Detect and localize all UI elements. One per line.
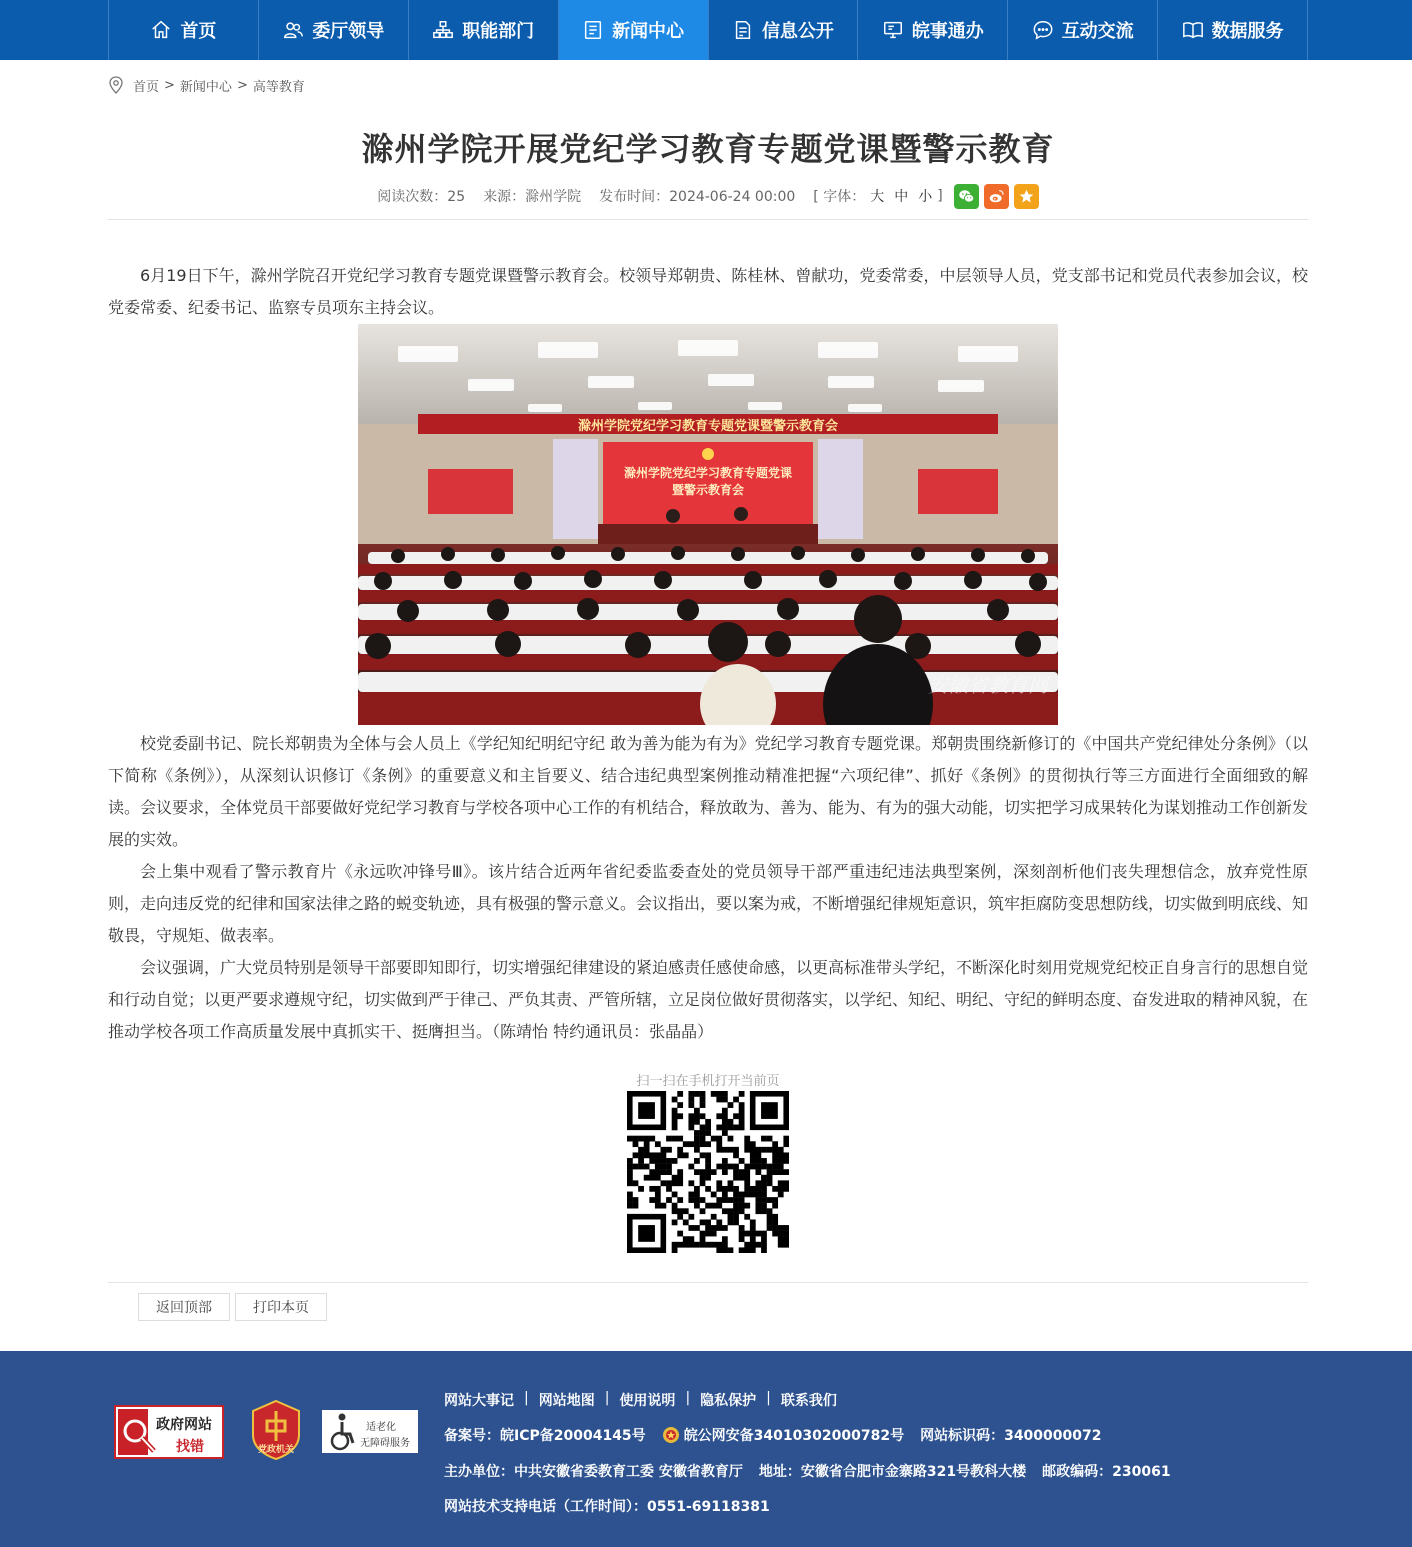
back-to-top-button[interactable]: 返回顶部	[138, 1293, 230, 1321]
address-text: 地址：安徽省合肥市金寨路321号教科大楼	[758, 1464, 1027, 1480]
footer-sponsor-line	[444, 1461, 1171, 1481]
photo-screen-line1: 滁州学院党纪学习教育专题党课	[623, 466, 793, 480]
publish-time	[599, 186, 795, 206]
font-size-medium[interactable]: 中	[894, 189, 909, 205]
nav-item-label: 首页	[180, 21, 217, 42]
qr-finder-pattern	[761, 1102, 778, 1119]
publish-time-value: 2024-06-24 00:00	[669, 189, 796, 205]
font-size-large[interactable]: 大	[870, 189, 885, 205]
publish-time-label: 发布时间：	[599, 189, 670, 205]
nav-item-label: 互动交流	[1061, 21, 1134, 42]
footer-phone-line	[444, 1496, 770, 1516]
leaders-icon	[282, 19, 304, 41]
footer-link-contact[interactable]: 联系我们	[780, 1393, 837, 1409]
nav-item-label: 委厅领导	[312, 21, 385, 42]
top-nav	[0, 0, 1412, 60]
photo-watermark: 安徽省教育网	[928, 673, 1048, 697]
news-icon	[582, 19, 604, 41]
article-paragraph-3: 会上集中观看了警示教育片《永远吹冲锋号Ⅲ》。该片结合近两年省纪委监委查处的党员领导干部严重违纪违法典型案例，深刻剖析他们丧失理想信念，放弃党性原则，走向违反党的纪律和国家法律之路的蜕变轨迹，具有极强的警示意义。会议指出，要以案为戒，不断增强纪律规矩意识，筑牢拒腐防变思想防线，切实做到明底线、知敬畏，守规矩、做表率。	[108, 862, 1309, 945]
location-pin-icon	[108, 76, 124, 94]
footer-record-line	[444, 1425, 1102, 1445]
gov-badge-line1: 政府网站	[156, 1417, 212, 1433]
article-paragraph-4: 会议强调，广大党员特别是领导干部要即知即行，切实增强纪律建设的紧迫感责任感使命感，以更高标准带头学纪，不断深化时刻用党规党纪校正自身言行的思想自觉和行动自觉；以更严要求遵规守纪，切实做到严于律己、严负其责、严管所辖，立足岗位做好贯彻落实，以学纪、知纪、明纪、守纪的鲜明态度、奋发进取的精神风貌，在推动学校各项工作高质量发展中真抓实干、挺膺担当。（陈靖怡 特约通讯员：张晶晶）	[108, 958, 1309, 1041]
breadcrumb-home-link[interactable]: 首页	[133, 79, 160, 95]
nav-item-label: 数据服务	[1211, 21, 1284, 42]
wechat-icon	[958, 188, 975, 205]
share-weibo-button[interactable]	[984, 184, 1009, 209]
article-meta	[108, 183, 1308, 209]
breadcrumb	[108, 76, 305, 94]
footer-links	[444, 1390, 837, 1410]
nav-item-disclosure[interactable]	[709, 0, 859, 60]
nav-item-data[interactable]	[1158, 0, 1308, 60]
breadcrumb-separator: >	[164, 77, 175, 93]
meeting-photo	[358, 324, 1058, 725]
nav-item-interaction[interactable]	[1008, 0, 1158, 60]
article-paragraph-2: 校党委副书记、院长郑朝贵为全体与会人员上《学纪知纪明纪守纪 敢为善为能为有为》党纪学习教育专题党课。郑朝贵围绕新修订的《中国共产党纪律处分条例》（以下简称《条例》），从深刻认识修订《条例》的重要意义和主旨要义、结合违纪典型案例推动精准把握“六项纪律”、抓好《条例》的贯彻执行等三方面进行全面细致的解读。会议要求，全体党员干部要做好党纪学习教育与学校各项中心工作的有机结合，释放敢为、善为、能为、有为的强大动能，切实把学习成果转化为谋划推动工作创新发展的实效。	[108, 734, 1309, 849]
nav-item-services[interactable]	[858, 0, 1008, 60]
book-icon	[1182, 19, 1204, 41]
footer-link-separator: |	[524, 1390, 529, 1406]
print-button[interactable]: 打印本页	[235, 1293, 327, 1321]
photo-banner-text: 滁州学院党纪学习教育专题党课暨警示教育会	[577, 419, 839, 434]
postcode-text: 邮政编码：230061	[1042, 1464, 1171, 1480]
footer-link-sitemap[interactable]: 网站地图	[538, 1393, 595, 1409]
accessibility-line1: 适老化	[366, 1422, 396, 1433]
nav-item-home[interactable]	[109, 0, 259, 60]
qr-finder-pattern	[638, 1102, 655, 1119]
police-badge-icon	[662, 1426, 680, 1444]
font-size-small[interactable]: 小	[918, 189, 933, 205]
gov-site-error-badge[interactable]	[114, 1405, 224, 1459]
party-gov-badge[interactable]	[250, 1399, 302, 1461]
footer-divider	[108, 1282, 1308, 1283]
font-size-label-close: ]	[937, 188, 943, 204]
weibo-icon	[988, 188, 1005, 205]
favorite-button[interactable]	[1014, 184, 1039, 209]
nav-item-label: 新闻中心	[612, 21, 685, 42]
home-icon	[150, 19, 172, 41]
nav-item-leaders[interactable]	[259, 0, 409, 60]
source-value: 滁州学院	[525, 189, 582, 205]
icp-record-link[interactable]: 备案号：皖ICP备20004145号	[444, 1428, 646, 1444]
nav-item-label: 职能部门	[462, 21, 535, 42]
article-source	[483, 186, 581, 206]
breadcrumb-current-link[interactable]: 高等教育	[252, 79, 305, 95]
footer-link-privacy[interactable]: 隐私保护	[700, 1393, 757, 1409]
sponsor-text: 主办单位：中共安徽省委教育工委 安徽省教育厅	[444, 1464, 743, 1480]
read-count	[377, 186, 465, 206]
footer-link-help[interactable]: 使用说明	[619, 1393, 676, 1409]
source-label: 来源：	[483, 189, 526, 205]
qr-finder-pattern	[638, 1225, 655, 1242]
accessibility-badge[interactable]	[322, 1410, 418, 1453]
footer-link-events[interactable]: 网站大事记	[444, 1393, 514, 1409]
gov-badge-line2: 找错	[160, 1436, 220, 1454]
footer-link-separator: |	[685, 1390, 691, 1406]
qr-tip: 扫一扫在手机打开当前页	[636, 1074, 780, 1089]
nav-item-departments[interactable]	[409, 0, 559, 60]
nav-item-news[interactable]	[559, 0, 709, 60]
computer-icon	[882, 19, 904, 41]
breadcrumb-separator: >	[236, 77, 248, 93]
nav-item-label: 信息公开	[761, 21, 834, 42]
read-count-value: 25	[447, 189, 466, 205]
site-code: 网站标识码：3400000072	[920, 1428, 1102, 1444]
document-list-icon	[732, 19, 754, 41]
wheelchair-icon	[322, 1410, 362, 1453]
footer-link-separator: |	[766, 1390, 771, 1406]
nav-item-label: 皖事通办	[911, 21, 984, 42]
footer-link-separator: |	[604, 1390, 610, 1406]
police-record-link[interactable]: 皖公网安备34010302000782号	[683, 1428, 905, 1444]
share-wechat-button[interactable]	[954, 184, 979, 209]
breadcrumb-section-link[interactable]: 新闻中心	[179, 79, 232, 95]
qr-code	[627, 1091, 789, 1253]
support-phone: 网站技术支持电话（工作时间）：0551-69118381	[444, 1499, 770, 1515]
article-paragraph-1: 6月19日下午，滁州学院召开党纪学习教育专题党课暨警示教育会。校领导郑朝贵、陈桂林、曾献功，党委常委，中层领导人员，党支部书记和党员代表参加会议，校党委常委、纪委书记、监察专员项东主持会议。	[108, 266, 1308, 317]
article-photo	[358, 324, 1058, 725]
nav-items	[108, 0, 1308, 60]
title-divider	[108, 219, 1308, 220]
font-size-label: [ 字体：	[813, 189, 866, 205]
org-chart-icon	[432, 19, 454, 41]
chat-icon	[1032, 19, 1054, 41]
accessibility-line2: 无障碍服务	[360, 1438, 410, 1449]
read-count-label: 阅读次数：	[377, 189, 448, 205]
article-title: 滁州学院开展党纪学习教育专题党课暨警示教育	[361, 130, 1055, 168]
party-badge-text: 党政机关	[257, 1445, 294, 1455]
photo-screen-line2: 暨警示教育会	[671, 483, 745, 497]
star-icon	[1018, 188, 1035, 205]
